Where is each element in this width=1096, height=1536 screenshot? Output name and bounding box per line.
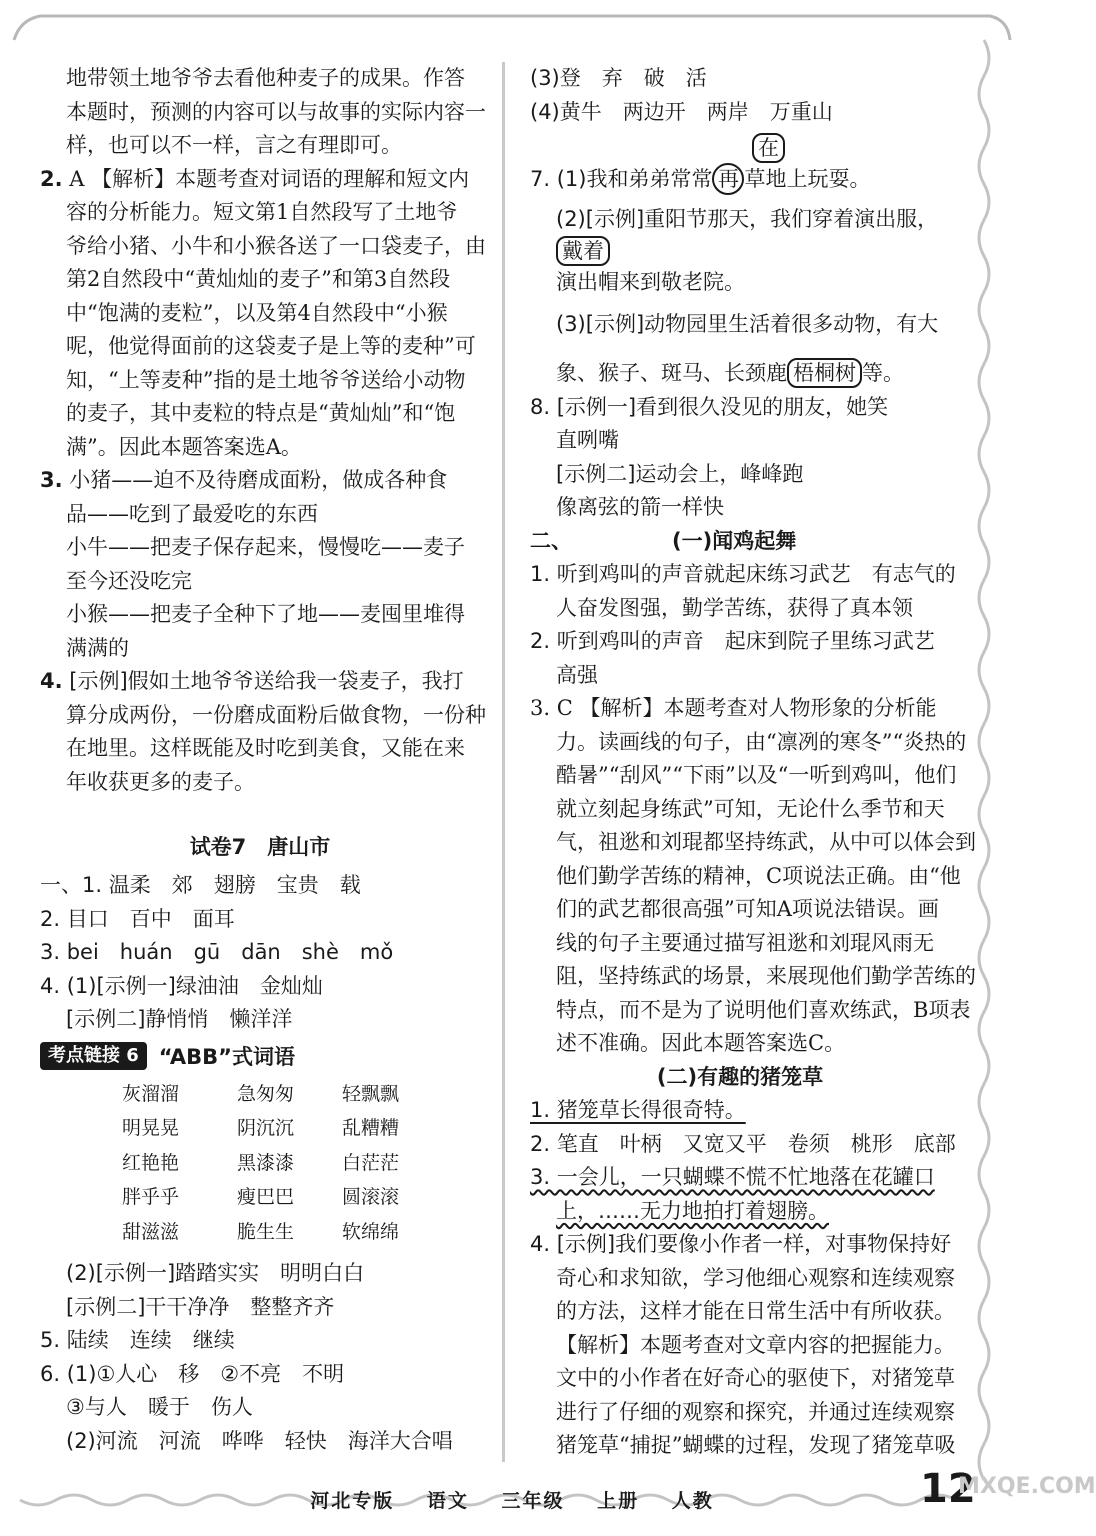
knowledge-title: “ABB”式词语 <box>158 1044 295 1069</box>
analysis-line: 力。读画线的句子，由“凛冽的寒冬”“炎热的 <box>556 729 967 754</box>
analysis-line: 3. C 【解析】本题考查对人物形象的分析能 <box>530 696 937 720</box>
q3-line: 小牛——把麦子保存起来，慢慢吃——麦子 <box>66 535 465 559</box>
section-two-header: 二、 (一)闻鸡起舞 <box>530 528 797 553</box>
answer-line: (2)[示例一]踏踏实实 明明白白 <box>66 1261 365 1285</box>
answer-line: 一、1. 温柔 郊 翅膀 宝贵 载 <box>40 873 361 897</box>
answer-line: 3. 一会儿，一只蝴蝶不慌不忙地落在花罐口 <box>530 1165 935 1189</box>
q7-line: 象、猴子、斑马、长颈鹿 梧桐树 等。 <box>530 357 950 391</box>
watermark: MXQE.COM <box>958 1474 1096 1499</box>
right-column <box>530 62 976 1463</box>
q2-line: 满”。因此本题答案选A。 <box>66 434 302 459</box>
q7-line: 演出帽来到敬老院。 <box>556 270 745 294</box>
q3-line: 品——吃到了最爱吃的东西 <box>66 501 318 526</box>
footer-term: 上册 <box>597 1490 640 1512</box>
analysis-line: 述不准确。因此本题答案选C。 <box>556 1031 846 1055</box>
footer-edition: 河北专版 <box>310 1490 395 1512</box>
q2-line: 第2自然段中“黄灿灿的麦子”和第3自然段 <box>66 267 451 291</box>
answer-line: 1. 猪笼草长得很奇特。 <box>530 1098 746 1122</box>
answer-line: ③与人 暖于 伤人 <box>66 1395 253 1419</box>
q2-line: 中“饱满的麦粒”，以及第4自然段中“小猴 <box>66 300 448 325</box>
q7-line: 7. (1)我和弟弟常常 再 草地上玩耍。 <box>530 163 950 197</box>
q4-line: 在地里。这样既能及时吃到美食，又能在来 <box>66 736 465 760</box>
answer-line: [示例二]静悄悄 懒洋洋 <box>66 1007 293 1031</box>
answer-line: 5. 陆续 连续 继续 <box>40 1328 235 1352</box>
answer-line: [示例二]干干净净 整整齐齐 <box>66 1294 335 1319</box>
q7-line: (3)[示例]动物园里生活着很多动物，有大 <box>556 311 939 336</box>
q3-line: 至今还没吃完 <box>66 568 192 593</box>
analysis-line: 他们勤学苦练的精神，C项说法正确。由“他 <box>556 863 961 888</box>
answer-line: 上，……无力地拍打着翅膀。 <box>556 1198 829 1223</box>
abb-word: 胖乎乎 <box>122 1186 180 1208</box>
abb-word: 轻飘飘 <box>342 1082 400 1105</box>
knowledge-badge: 考点链接 6 <box>40 1042 147 1070</box>
abb-word: 甜滋滋 <box>122 1220 180 1243</box>
answer-line: 2. 目口 百中 面耳 <box>40 906 235 931</box>
column-divider <box>502 62 505 1462</box>
answer-line: 2. 听到鸡叫的声音 起床到院子里练习武艺 <box>530 629 935 653</box>
answer-line: 高强 <box>556 662 598 687</box>
q7-line: (2)[示例]重阳节那天，我们穿着演出服， <box>556 206 939 231</box>
abb-word: 红艳艳 <box>122 1151 180 1174</box>
abb-word: 瘦巴巴 <box>237 1186 295 1208</box>
analysis-line: 就立刻起身练武”可知，无论什么季节和天 <box>556 796 945 821</box>
analysis-line: 【解析】本题考查对文章内容的把握能力。 <box>556 1332 955 1357</box>
abb-word: 白茫茫 <box>342 1151 400 1174</box>
q2-line: 的麦子，其中麦粒的特点是“黄灿灿”和“饱 <box>66 401 456 425</box>
q4-line: 年收获更多的麦子。 <box>66 769 255 794</box>
footer-grade: 三年级 <box>501 1490 565 1512</box>
q8-line: 像离弦的箭一样快 <box>556 495 724 519</box>
abb-word: 灰溜溜 <box>122 1082 180 1105</box>
answer-line: (4)黄牛 两边开 两岸 万重山 <box>530 99 833 124</box>
insert-mark: 在 <box>530 133 950 163</box>
footer-publisher: 人教 <box>671 1490 714 1512</box>
subsection-title: (二)有趣的猪笼草 <box>656 1064 824 1089</box>
page-footer <box>0 1486 1024 1513</box>
answer-line: 奇心和求知欲，学习他细心观察和连续观察 <box>556 1265 955 1290</box>
test-title: 试卷7 唐山市 <box>189 835 331 859</box>
answer-line: 3. bei huán gū dān shè mǒ <box>40 940 394 964</box>
q8-line: 直咧嘴 <box>556 428 619 452</box>
answer-line: 2. 笔直 叶柄 又宽又平 卷须 桃形 底部 <box>530 1131 956 1156</box>
q2-line: 知，“上等麦种”指的是土地爷爷送给小动物 <box>66 367 466 392</box>
q3-line: 小猴——把麦子全种下了地——麦囤里堆得 <box>66 602 465 626</box>
intro-line: 样，也可以不一样，言之有理即可。 <box>66 133 402 157</box>
q3-line: 满满的 <box>66 635 129 660</box>
q8-line: [示例二]运动会上，峰峰跑 <box>556 461 804 486</box>
knowledge-link-banner <box>40 1041 480 1071</box>
answer-line: (3)登 弃 破 活 <box>530 66 707 90</box>
deleted-char: 再 <box>712 163 744 195</box>
replace-word: 梧桐树 <box>787 358 862 388</box>
insert-mark: 戴着 <box>530 236 950 266</box>
q8-line: 8. [示例一]看到很久没见的朋友，她笑 <box>530 394 889 419</box>
analysis-line: 线的句子主要通过描写祖逖和刘琨风雨无 <box>556 930 934 955</box>
abb-word: 脆生生 <box>237 1220 295 1243</box>
analysis-line: 进行了仔细的观察和探究，并通过连续观察 <box>556 1399 955 1424</box>
footer-subject: 语文 <box>426 1490 469 1512</box>
abb-word: 阴沉沉 <box>237 1117 295 1139</box>
answer-line: 的方法，这样才能在日常生活中有所收获。 <box>556 1299 955 1323</box>
intro-line: 地带领土地爷爷去看他种麦子的成果。作答 <box>66 66 465 90</box>
q4-line: 算分成两份，一份磨成面粉后做食物，一份种 <box>66 702 486 727</box>
answer-line: 4. (1)[示例一]绿油油 金灿灿 <box>40 973 323 998</box>
analysis-line: 猪笼草“捕捉”蝴蝶的过程，发现了猪笼草吸 <box>556 1433 956 1457</box>
analysis-line: 文中的小作者在好奇心的驱使下，对猪笼草 <box>556 1366 955 1390</box>
analysis-line: 气，祖逖和刘琨都坚持练武，从中可以体会到 <box>556 830 976 854</box>
analysis-line: 特点，而不是为了说明他们喜欢练武，B项表 <box>556 997 971 1022</box>
answer-line: (2)河流 河流 哗哗 轻快 海洋大合唱 <box>66 1428 453 1453</box>
q3-first: 3. 小猪——迫不及待磨成面粉，做成各种食 <box>40 468 448 492</box>
q2-line: 容的分析能力。短文第1自然段写了土地爷 <box>66 200 458 224</box>
answer-line: 人奋发图强，勤学苦练，获得了真本领 <box>556 595 913 620</box>
abb-word: 乱糟糟 <box>342 1117 400 1139</box>
abb-word: 明晃晃 <box>122 1117 180 1139</box>
analysis-line: 阻，坚持练武的场景，来展现他们勤学苦练的 <box>556 964 976 988</box>
answer-line: 4. [示例]我们要像小作者一样，对事物保持好 <box>530 1232 952 1256</box>
page-number: 12 <box>920 1466 976 1512</box>
analysis-line: 们的武艺都很高强”可知A项说法错误。画 <box>556 897 939 921</box>
q2-line: 爷给小猪、小牛和小猴各送了一口袋麦子，由 <box>66 233 486 258</box>
q2-line: 呢，他觉得面前的这袋麦子是上等的麦种”可 <box>66 334 476 358</box>
answer-line: 1. 听到鸡叫的声音就起床练习武艺 有志气的 <box>530 562 956 586</box>
abb-word: 黑漆漆 <box>237 1151 295 1174</box>
abb-word-grid <box>40 1077 480 1250</box>
abb-word: 圆滚滚 <box>342 1186 400 1208</box>
abb-word: 软绵绵 <box>342 1220 400 1243</box>
intro-line: 本题时，预测的内容可以与故事的实际内容一 <box>66 99 486 124</box>
analysis-line: 酷暑”“刮风”“下雨”以及“一听到鸡叫，他们 <box>556 763 957 787</box>
answer-line: 6. (1)①人心 移 ②不亮 不明 <box>40 1361 345 1386</box>
abb-word: 急匆匆 <box>237 1082 295 1105</box>
q4-first: 4. [示例]假如土地爷爷送给我一袋麦子，我打 <box>40 669 464 693</box>
left-column <box>40 62 486 1458</box>
q2-first: 2. A 【解析】本题考查对词语的理解和短文内 <box>40 166 470 191</box>
